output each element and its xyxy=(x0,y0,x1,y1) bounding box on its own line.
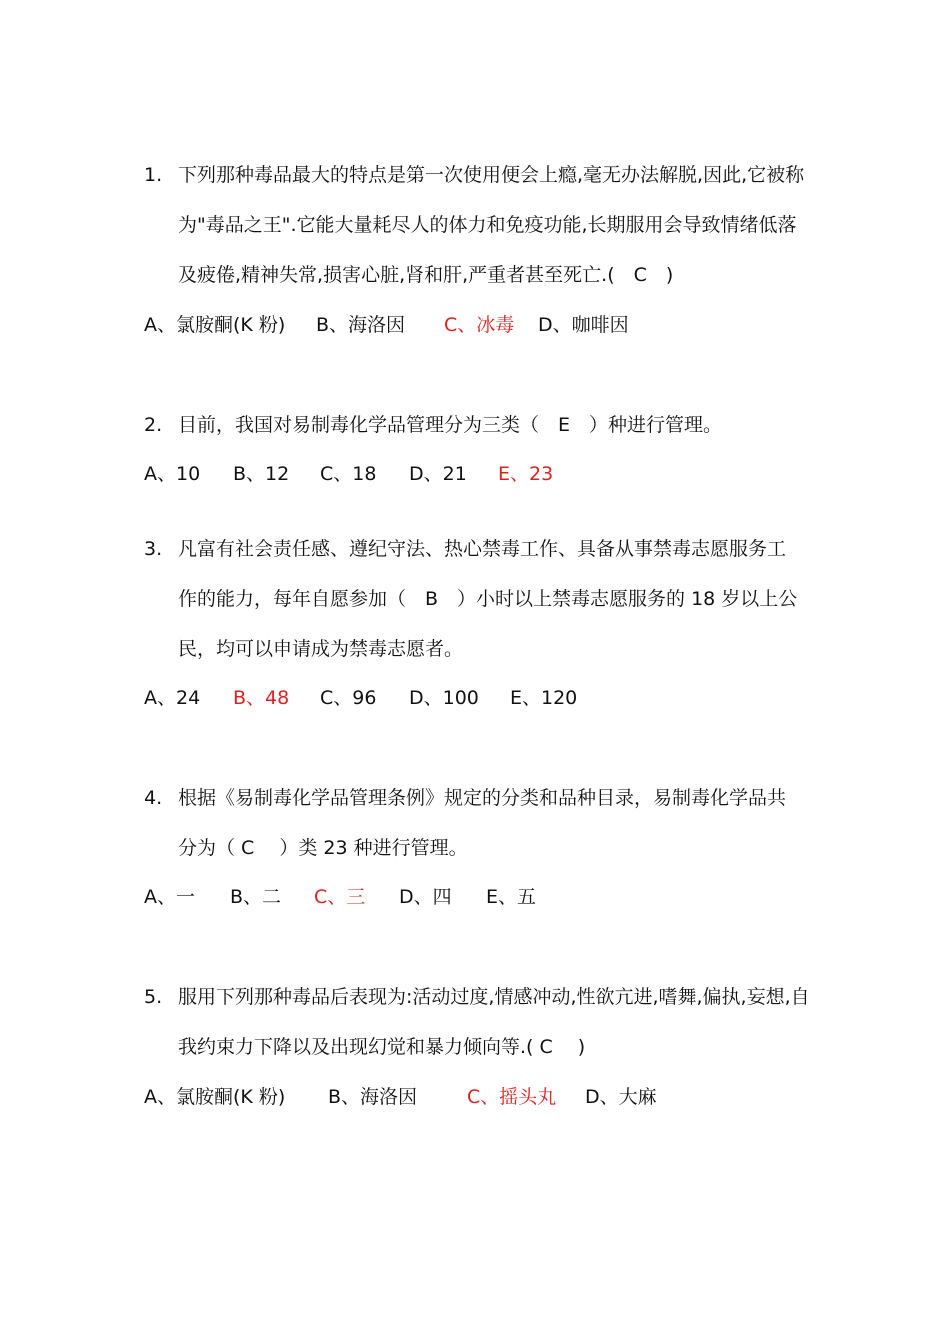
question-text: 民，均可以申请成为禁毒志愿者。 xyxy=(178,638,464,660)
option-d: D、100 xyxy=(409,687,479,709)
option-b: B、海洛因 xyxy=(316,314,406,336)
question-text: 下列那种毒品最大的特点是第一次使用便会上瘾,毫无办法解脱,因此,它被称 xyxy=(178,164,805,186)
option-c-correct: C、冰毒 xyxy=(444,314,515,336)
option-a: A、氯胺酮(K 粉) xyxy=(144,1086,286,1108)
question-5 xyxy=(144,985,814,1085)
question-line xyxy=(144,537,814,587)
question-number: 2. xyxy=(144,414,163,436)
question-line xyxy=(144,263,814,313)
option-c: C、18 xyxy=(320,463,377,485)
question-line xyxy=(144,413,814,463)
question-number: 1. xyxy=(144,164,163,186)
question-2 xyxy=(144,413,814,463)
question-text: 分为（ C ）类 23 种进行管理。 xyxy=(178,837,468,859)
question-4 xyxy=(144,786,814,886)
option-d: D、大麻 xyxy=(585,1086,657,1108)
option-a: A、24 xyxy=(144,687,201,709)
option-a: A、10 xyxy=(144,463,201,485)
question-line xyxy=(144,836,814,886)
option-e: E、五 xyxy=(486,886,537,908)
question-text: 作的能力，每年自愿参加（ B ）小时以上禁毒志愿服务的 18 岁以上公 xyxy=(178,588,798,610)
question-text: 根据《易制毒化学品管理条例》规定的分类和品种目录，易制毒化学品共 xyxy=(178,787,787,809)
question-3 xyxy=(144,537,814,687)
question-text: 目前，我国对易制毒化学品管理分为三类（ E ）种进行管理。 xyxy=(178,414,723,436)
option-c-correct: C、摇头丸 xyxy=(467,1086,557,1108)
question-text: 服用下列那种毒品后表现为:活动过度,情感冲动,性欲亢进,嗜舞,偏执,妄想,自 xyxy=(178,986,810,1008)
question-line xyxy=(144,637,814,687)
option-d: D、咖啡因 xyxy=(538,314,629,336)
option-a: A、一 xyxy=(144,886,195,908)
option-b-correct: B、48 xyxy=(233,687,290,709)
question-line xyxy=(144,213,814,263)
option-b: B、二 xyxy=(230,886,282,908)
option-e-correct: E、23 xyxy=(498,463,554,485)
option-a: A、氯胺酮(K 粉) xyxy=(144,314,286,336)
question-line xyxy=(144,985,814,1035)
question-line xyxy=(144,587,814,637)
option-b: B、海洛因 xyxy=(328,1086,418,1108)
question-text: 我约束力下降以及出现幻觉和暴力倾向等.( C ) xyxy=(178,1036,586,1058)
question-line xyxy=(144,1035,814,1085)
option-c-correct: C、三 xyxy=(314,886,366,908)
option-d: D、四 xyxy=(399,886,452,908)
question-number: 5. xyxy=(144,986,163,1008)
question-text: 凡富有社会责任感、遵纪守法、热心禁毒工作、具备从事禁毒志愿服务工 xyxy=(178,538,787,560)
question-number: 4. xyxy=(144,787,163,809)
question-text: 为"毒品之王".它能大量耗尽人的体力和免疫功能,长期服用会导致情绪低落 xyxy=(178,214,797,236)
option-b: B、12 xyxy=(233,463,290,485)
question-line xyxy=(144,163,814,213)
option-d: D、21 xyxy=(409,463,467,485)
question-line xyxy=(144,786,814,836)
option-e: E、120 xyxy=(510,687,578,709)
question-text: 及疲倦,精神失常,损害心脏,肾和肝,严重者甚至死亡.( C ) xyxy=(178,264,674,286)
question-1 xyxy=(144,163,814,313)
question-number: 3. xyxy=(144,538,163,560)
option-c: C、96 xyxy=(320,687,377,709)
